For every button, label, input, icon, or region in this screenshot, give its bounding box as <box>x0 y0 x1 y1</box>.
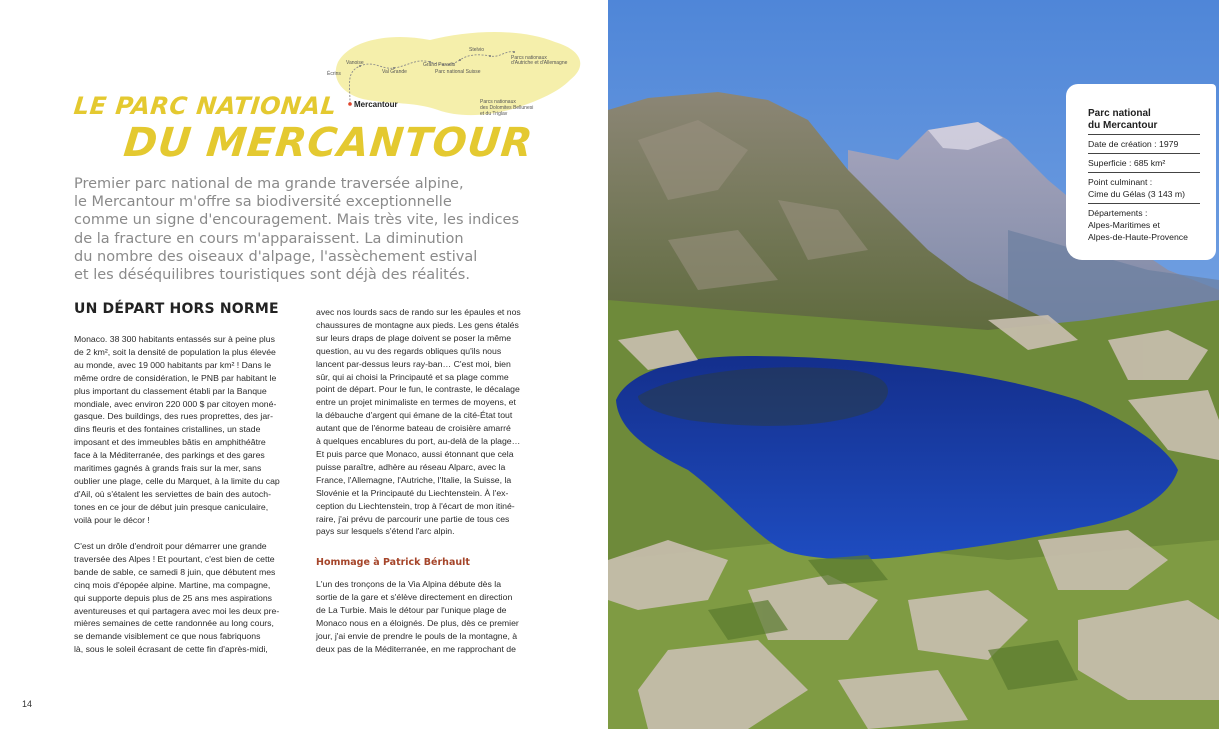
text-line: dins fleuris et des fontaines cristallines, un stade <box>74 424 261 435</box>
column-1-paragraph-1 <box>74 333 294 527</box>
intro-line: comme un signe d'encouragement. Mais très vite, les indices <box>74 212 520 229</box>
text-line: traversée des Alpes ! Et pourtant, c'est bien de cette <box>74 553 275 564</box>
map-label-autriche-2: d'Autriche et d'Allemagne <box>511 60 568 66</box>
left-page <box>0 0 608 729</box>
text-line: Monaco. 38 300 habitants entassés sur à peine plus <box>74 334 275 344</box>
text-line: mières semaines de cette randonnée au long cours, <box>74 618 274 629</box>
map-label-dolomites-2: des Dolomites Bellunesi <box>480 105 534 111</box>
text-line: chaussures de montagne aux pieds. Les gens étalés <box>316 319 519 330</box>
text-line: plus important du classement établi par la Banque <box>74 385 267 396</box>
map-dot <box>459 59 461 61</box>
info-point-label: Point culminant : <box>1088 177 1153 187</box>
info-row-creation <box>1088 134 1200 153</box>
text-line: au monde, avec 19 000 habitants par km² ! Dans le <box>74 359 272 370</box>
text-line: L'un des tronçons de la Via Alpina débute dès la <box>316 579 502 589</box>
text-line: pays sur lesquels s'étend l'arc alpin. <box>316 526 455 537</box>
text-line: aventureuses et qui partagera avec moi les deux pre- <box>74 605 280 616</box>
text-line: raire, j'ai prévu de parcourir une partie de tous ces <box>316 513 510 524</box>
text-line: point de départ. Pour le fun, le contraste, le décalage <box>316 384 520 395</box>
text-line: avec nos lourds sacs de rando sur les épaules et nos <box>316 307 521 317</box>
intro-paragraph <box>74 175 520 284</box>
text-line: France, l'Allemagne, l'Autriche, l'Italie, la Suisse, la <box>316 474 512 485</box>
text-line: de La Turbie. Mais le détour par l'unique plage de <box>316 604 507 615</box>
info-row-superficie <box>1088 153 1200 172</box>
intro-line: le Mercantour m'offre sa biodiversité exceptionnelle <box>74 194 452 211</box>
map-label-dolomites: Parcs nationaux <box>480 99 516 105</box>
map-label-parc-suisse: Parc national Suisse <box>435 69 481 75</box>
text-line: C'est un drôle d'endroit pour démarrer une grande <box>74 541 267 551</box>
info-box-title <box>1088 108 1216 132</box>
info-point-value: Cime du Gélas (3 143 m) <box>1088 189 1186 199</box>
text-line: cinq mois d'épopée alpine. Martine, ma compagne, <box>74 579 271 590</box>
column-2-paragraph-2 <box>316 578 536 655</box>
info-creation: Date de création : 1979 <box>1088 139 1179 149</box>
page-title-line2: DU MERCANTOUR <box>121 120 536 166</box>
info-box <box>1066 84 1216 260</box>
page-title-line1: LE PARC NATIONAL <box>72 92 338 120</box>
info-dep-value: Alpes-de-Haute-Provence <box>1088 232 1188 242</box>
map-label-grand-paradis: Grand Paradis <box>423 62 456 68</box>
column-1-paragraph-2 <box>74 540 294 656</box>
map-label-val-grande: Val Grande <box>382 69 407 75</box>
text-line: question, au vu des regards obliques qu'ils nous <box>316 345 502 356</box>
text-line: sortie de la gare et s'élève directement en direction <box>316 591 513 602</box>
text-line: qui supporte depuis plus de 25 ans mes aspirations <box>74 592 273 603</box>
info-dep-label: Départements : <box>1088 208 1148 218</box>
column-2-paragraph-1 <box>316 306 536 538</box>
text-line: d'Ail, où s'étalent les serviettes de bain des autoch- <box>74 488 271 499</box>
text-line: sur leurs draps de plage doivent se poser la même <box>316 332 512 343</box>
info-row-departements <box>1088 203 1200 246</box>
text-line: mondiale, avec environ 220 000 $ par citoyen moné- <box>74 398 277 409</box>
text-line: là, sous le soleil écrasant de cette fin d'après-midi, <box>74 644 268 655</box>
text-line: de 2 km², soit la densité de population la plus élevée <box>74 346 276 357</box>
text-line: Et puis parce que Monaco, aussi étonnant que cela <box>316 448 514 459</box>
route-map <box>320 22 600 122</box>
text-line: face à la Méditerranée, des parkings et des gares <box>74 450 265 461</box>
map-label-dolomites-3: et du Triglav <box>480 111 508 117</box>
info-title-line: Parc national <box>1088 108 1151 119</box>
text-line: voilà pour le décor ! <box>74 514 150 525</box>
section-heading: UN DÉPART HORS NORME <box>74 301 279 317</box>
text-line: Monaco nous en a éloignés. De plus, dès ce premier <box>316 617 519 628</box>
map-label-ecrins: Écrins <box>327 71 341 77</box>
map-marker <box>348 102 352 106</box>
text-line: sûr, qui ai choisi la Principauté et sa plage comme <box>316 371 509 382</box>
text-line: entre un projet minimaliste en termes de moyens, et <box>316 397 516 408</box>
text-line: la débauche d'argent qui émane de la cité-État tout <box>316 410 513 421</box>
text-line: à quelques encablures du port, au-delà de la plage… <box>316 436 521 447</box>
intro-line: Premier parc national de ma grande traversée alpine, <box>74 176 464 192</box>
subheading: Hommage à Patrick Bérhault <box>316 557 470 568</box>
map-dot <box>489 55 491 57</box>
map-label-autriche: Parcs nationaux <box>511 55 547 61</box>
text-line: lancent par-dessus leurs ray-ban… C'est moi, bien <box>316 358 511 369</box>
intro-line: de la fracture en cours m'apparaissent. La diminution <box>74 230 464 247</box>
map-label-stelvio: Stelvio <box>469 47 485 53</box>
text-line: gasque. Des buildings, des rues proprettes, des jar- <box>74 411 273 422</box>
info-title-line: du Mercantour <box>1088 120 1158 131</box>
text-line: bande de sable, ce samedi 8 juin, que débutent mes <box>74 566 276 577</box>
text-line: oublier une plage, celle du Marquet, à la limite du cap <box>74 475 280 486</box>
intro-line: du nombre des oiseaux d'alpage, l'assèchement estival <box>74 248 478 265</box>
info-superficie: Superficie : 685 km² <box>1088 158 1166 168</box>
text-line: puisse paraître, adhère au réseau Alparc, avec la <box>316 461 506 472</box>
info-row-point-culminant <box>1088 172 1200 203</box>
text-line: tones en ce jour de début juin presque caniculaire, <box>74 501 269 512</box>
intro-line: et les déséquilibres touristiques sont déjà des réalités. <box>74 267 470 284</box>
text-line: Slovénie et la Principauté du Liechtenstein. À l'ex- <box>316 487 509 498</box>
text-line: ception du Liechtenstein, trop à l'écart de mon itiné- <box>316 500 515 511</box>
map-dot <box>513 51 515 53</box>
text-line: même ordre de considération, le PNB par habitant le <box>74 372 277 383</box>
text-line: imposant et des immeubles bâtis en amphithéâtre <box>74 437 266 448</box>
map-label-mercantour: Mercantour <box>354 100 398 109</box>
info-dep-value: Alpes-Maritimes et <box>1088 220 1160 230</box>
text-line: maritimes gagnés à grands frais sur la mer, sans <box>74 463 262 474</box>
map-label-vanoise: Vanoise <box>346 60 364 66</box>
text-line: autant que de l'énorme bateau de croisière amarré <box>316 423 511 434</box>
page-number: 14 <box>22 699 33 709</box>
route-map-svg <box>320 22 600 122</box>
text-line: se demande visiblement ce que nous fabriquons <box>74 631 261 642</box>
text-line: jour, j'ai envie de prendre le pouls de la montagne, à <box>316 630 518 641</box>
text-line: deux pas de la Méditerranée, en me rapprochant de <box>316 643 516 654</box>
